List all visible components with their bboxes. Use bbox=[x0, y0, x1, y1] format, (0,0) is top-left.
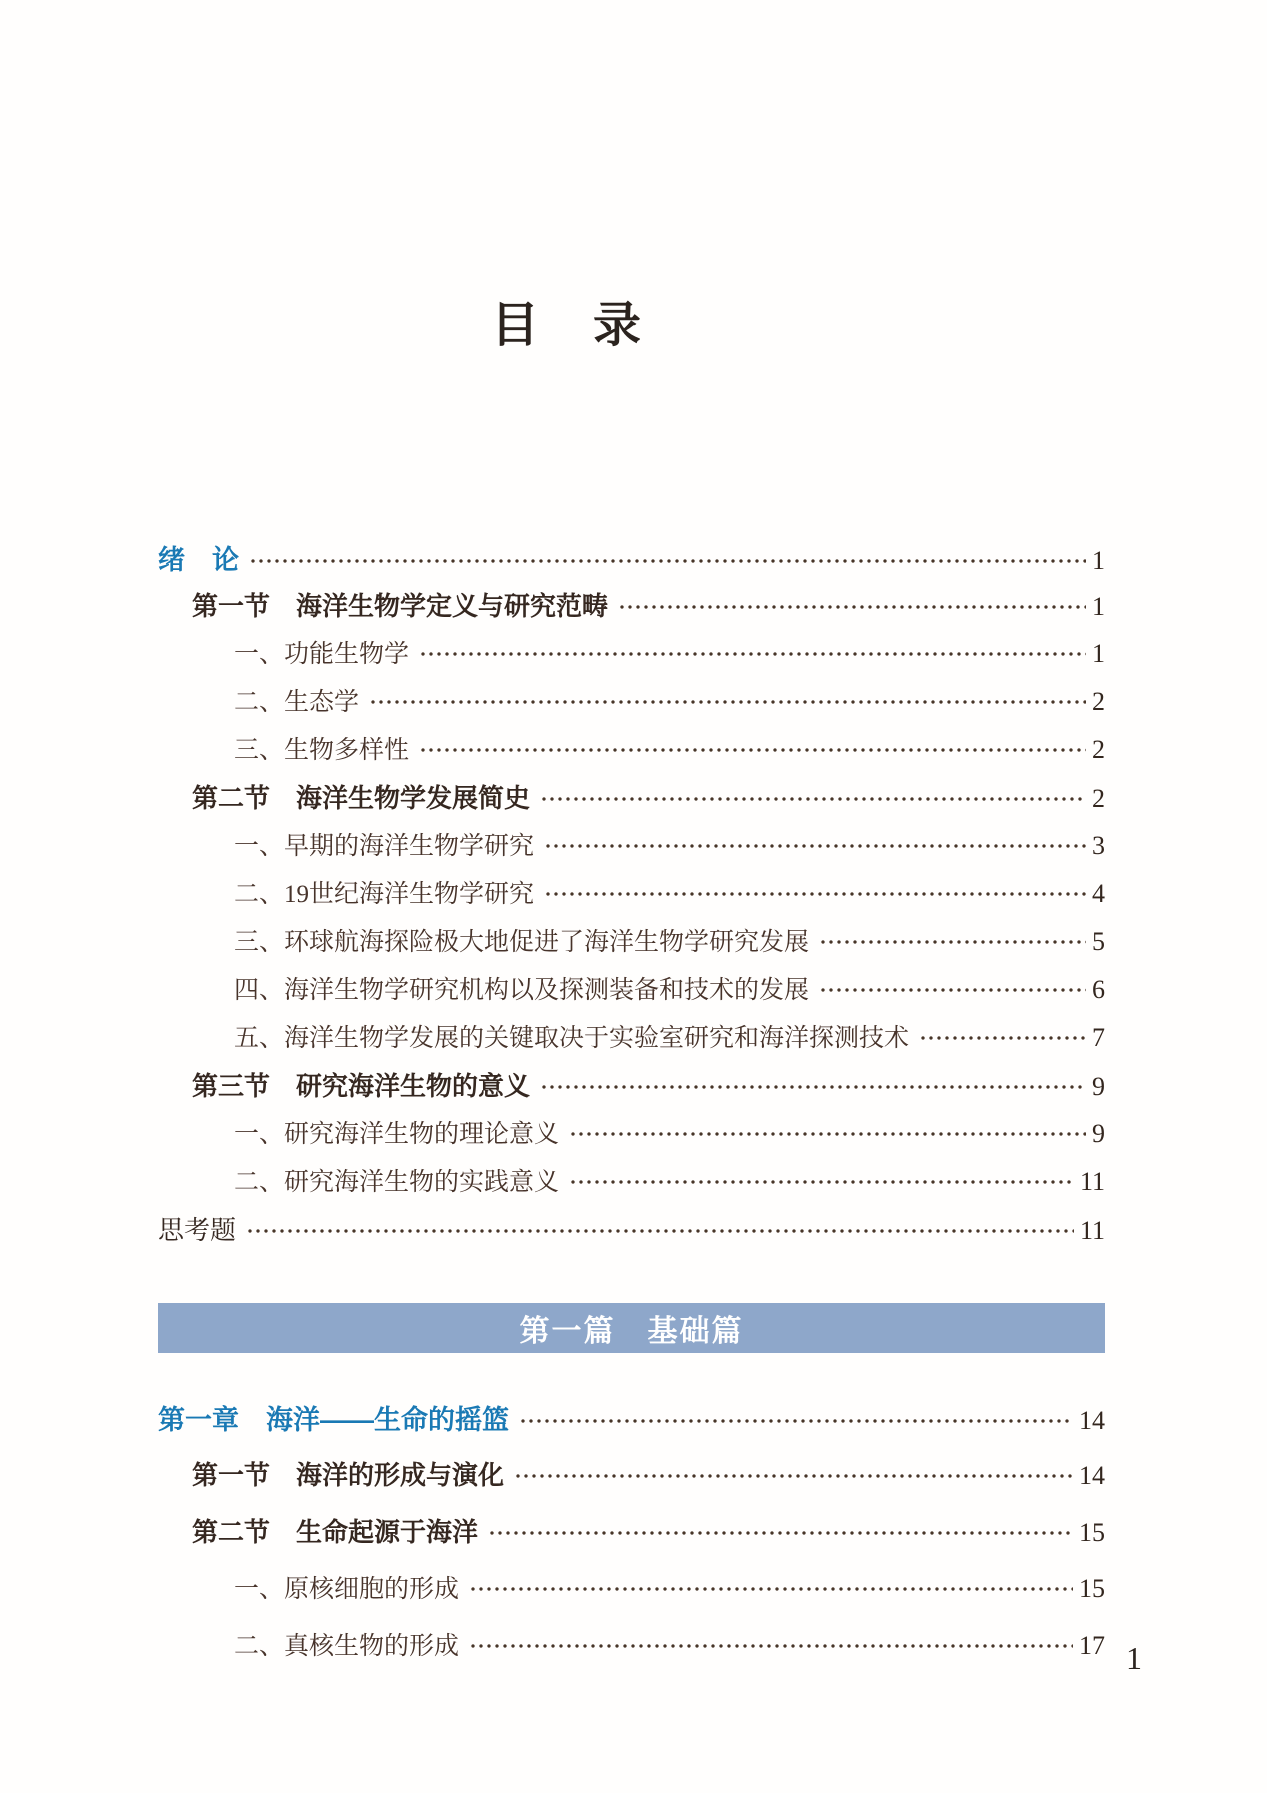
toc-entry bbox=[158, 1398, 1105, 1455]
toc-entry-label: 一、功能生物学 bbox=[234, 641, 410, 668]
toc-entry-label: 二、生态学 bbox=[234, 689, 360, 716]
toc-entry bbox=[158, 1626, 1105, 1683]
dotted-leader bbox=[469, 1638, 1073, 1654]
toc-entry-label: 四、海洋生物学研究机构以及探测装备和技术的发展 bbox=[234, 977, 810, 1004]
toc-entry bbox=[158, 1066, 1105, 1114]
dotted-leader bbox=[488, 1525, 1073, 1541]
dotted-leader bbox=[819, 934, 1086, 950]
dotted-leader bbox=[569, 1126, 1086, 1142]
toc-entry-label: 一、研究海洋生物的理论意义 bbox=[234, 1121, 560, 1148]
dotted-leader bbox=[540, 1079, 1086, 1095]
toc-entry-page: 6 bbox=[1092, 975, 1105, 1004]
toc-entry-page: 14 bbox=[1079, 1406, 1105, 1435]
dotted-leader bbox=[249, 553, 1086, 569]
toc-entry bbox=[158, 1569, 1105, 1626]
toc-entry-label: 三、环球航海探险极大地促进了海洋生物学研究发展 bbox=[234, 929, 810, 956]
dotted-leader bbox=[544, 886, 1086, 902]
toc-entry bbox=[158, 682, 1105, 730]
toc-entry-label: 二、19世纪海洋生物学研究 bbox=[234, 881, 535, 908]
toc-block-part1 bbox=[158, 1398, 1105, 1683]
toc-entry bbox=[158, 874, 1105, 922]
toc-entry-label: 二、真核生物的形成 bbox=[234, 1633, 460, 1660]
toc-entry bbox=[158, 1114, 1105, 1162]
toc-entry-page: 15 bbox=[1079, 1574, 1105, 1603]
toc-entry-page: 1 bbox=[1092, 639, 1105, 668]
part-banner-label: 第一篇 基础篇 bbox=[519, 1315, 744, 1348]
toc-entry-label: 第二节 生命起源于海洋 bbox=[192, 1518, 479, 1547]
toc-entry bbox=[158, 922, 1105, 970]
toc-entry bbox=[158, 1210, 1105, 1258]
dotted-leader bbox=[519, 1413, 1073, 1429]
part-banner bbox=[158, 1303, 1105, 1353]
toc-entry-page: 2 bbox=[1092, 784, 1105, 813]
toc-entry-label: 第一章 海洋——生命的摇篮 bbox=[158, 1405, 509, 1435]
dotted-leader bbox=[246, 1223, 1074, 1239]
toc-entry-label: 一、原核细胞的形成 bbox=[234, 1576, 460, 1603]
toc-entry-label: 思考题 bbox=[158, 1216, 237, 1245]
toc-entry-label: 绪 论 bbox=[158, 545, 239, 575]
toc-entry-page: 9 bbox=[1092, 1072, 1105, 1101]
toc-entry-label: 第一节 海洋的形成与演化 bbox=[192, 1461, 505, 1490]
toc-entry-label: 第二节 海洋生物学发展简史 bbox=[192, 784, 531, 813]
dotted-leader bbox=[544, 838, 1086, 854]
dotted-leader bbox=[469, 1581, 1073, 1597]
toc-entry-page: 7 bbox=[1092, 1023, 1105, 1052]
toc-entry-page: 17 bbox=[1079, 1631, 1105, 1660]
page-title: 目 录 bbox=[490, 299, 644, 352]
dotted-leader bbox=[514, 1468, 1073, 1484]
toc-entry-page: 1 bbox=[1092, 546, 1105, 575]
dotted-leader bbox=[369, 694, 1086, 710]
dotted-leader bbox=[919, 1030, 1086, 1046]
toc-entry bbox=[158, 1018, 1105, 1066]
toc-list bbox=[158, 538, 1105, 1683]
toc-entry-page: 5 bbox=[1092, 927, 1105, 956]
dotted-leader bbox=[540, 791, 1086, 807]
toc-entry bbox=[158, 586, 1105, 634]
toc-entry-page: 15 bbox=[1079, 1518, 1105, 1547]
toc-block-intro bbox=[158, 538, 1105, 1258]
toc-entry bbox=[158, 970, 1105, 1018]
toc-entry-page: 3 bbox=[1092, 831, 1105, 860]
toc-entry bbox=[158, 826, 1105, 874]
dotted-leader bbox=[419, 742, 1086, 758]
page-number: 1 bbox=[1126, 1640, 1142, 1676]
toc-entry-page: 2 bbox=[1092, 687, 1105, 716]
toc-entry bbox=[158, 538, 1105, 586]
toc-entry-page: 1 bbox=[1092, 592, 1105, 621]
toc-entry-page: 4 bbox=[1092, 879, 1105, 908]
dotted-leader bbox=[819, 982, 1086, 998]
toc-entry bbox=[158, 634, 1105, 682]
toc-entry-label: 第三节 研究海洋生物的意义 bbox=[192, 1072, 531, 1101]
toc-entry-label: 三、生物多样性 bbox=[234, 737, 410, 764]
toc-entry-label: 一、早期的海洋生物学研究 bbox=[234, 833, 535, 860]
toc-entry bbox=[158, 1455, 1105, 1512]
toc-entry-page: 9 bbox=[1092, 1119, 1105, 1148]
toc-entry-label: 二、研究海洋生物的实践意义 bbox=[234, 1169, 560, 1196]
toc-entry-page: 2 bbox=[1092, 735, 1105, 764]
toc-entry-page: 11 bbox=[1079, 1216, 1105, 1245]
toc-entry-page: 14 bbox=[1079, 1461, 1105, 1490]
dotted-leader bbox=[419, 646, 1086, 662]
toc-entry bbox=[158, 730, 1105, 778]
toc-entry bbox=[158, 1162, 1105, 1210]
toc-entry bbox=[158, 1512, 1105, 1569]
toc-entry-label: 第一节 海洋生物学定义与研究范畴 bbox=[192, 592, 609, 621]
toc-entry bbox=[158, 778, 1105, 826]
dotted-leader bbox=[569, 1174, 1074, 1190]
dotted-leader bbox=[618, 599, 1086, 615]
toc-entry-label: 五、海洋生物学发展的关键取决于实验室研究和海洋探测技术 bbox=[234, 1025, 910, 1052]
toc-entry-page: 11 bbox=[1079, 1167, 1105, 1196]
